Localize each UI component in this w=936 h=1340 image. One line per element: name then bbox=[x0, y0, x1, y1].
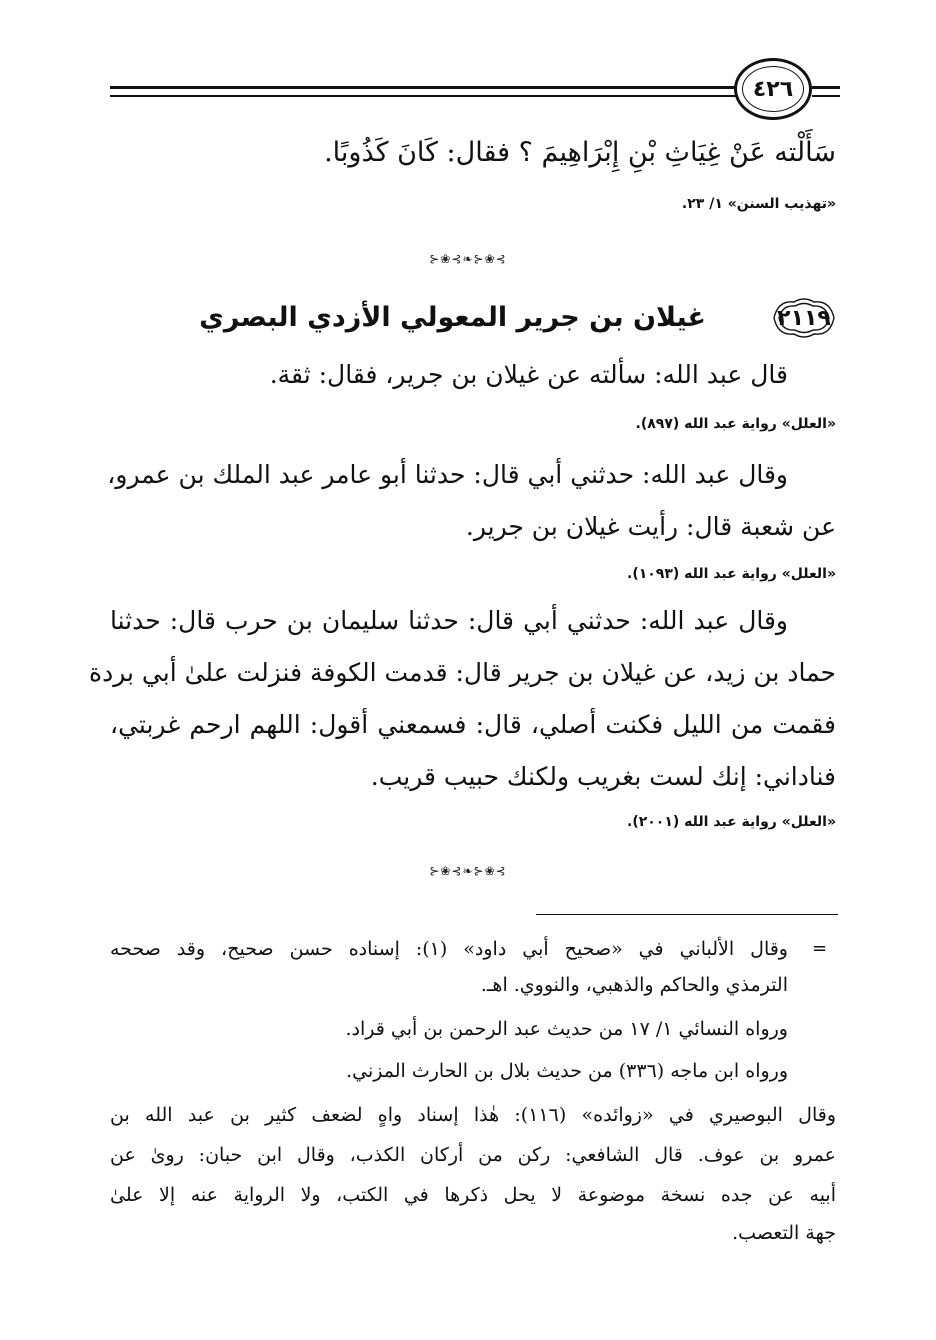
ornament-divider-2: ⊱❀⊰❧⊱❀⊰ bbox=[429, 864, 507, 878]
footnote-line-4: ورواه ابن ماجه (٣٣٦) من حديث بلال بن الحارث المزني. bbox=[346, 1060, 788, 1082]
entry-number: ٢١١٩ bbox=[777, 305, 831, 331]
header-rule-top bbox=[110, 86, 740, 89]
footnote-line-5: وقال البوصيري في «زوائده» (١١٦): هٰذا إسناد واهٍ لضعف كثير بن عبد الله بن bbox=[110, 1104, 837, 1126]
para2-line-1: وقال عبد الله: حدثني أبي قال: حدثنا أبو عامر عبد الملك بن عمرو، bbox=[107, 460, 788, 489]
header-rule-right-bottom bbox=[812, 95, 840, 97]
header-rule-bottom bbox=[110, 95, 740, 97]
para3-line-3: فقمت من الليل فكنت أصلي، قال: فسمعني أقول: اللهم ارحم غربتي، bbox=[110, 710, 836, 739]
para3-line-2: حماد بن زيد، عن غيلان بن جرير قال: قدمت الكوفة فنزلت علىٰ أبي بردة bbox=[88, 658, 836, 687]
intro-line: سَأَلْته عَنْ غِيَاثِ بْنِ إِبْرَاهِيمَ ؟ فقال: كَانَ كَذُوبًا. bbox=[324, 137, 836, 168]
footnote-rule bbox=[536, 914, 838, 915]
para3-line-1: وقال عبد الله: حدثني أبي قال: حدثنا سليمان بن حرب قال: حدثنا bbox=[110, 606, 788, 635]
header-rule-right-top bbox=[812, 86, 840, 89]
para3-line-4: فناداني: إنك لست بغريب ولكنك حبيب قريب. bbox=[370, 762, 836, 791]
para1-line: قال عبد الله: سألته عن غيلان بن جرير، فقال: ثقة. bbox=[269, 360, 788, 389]
intro-source: «تهذيب السنن» ١/ ٢٣. bbox=[681, 196, 836, 212]
footnote-line-6: عمرو بن عوف. قال الشافعي: ركن من أركان الكذب، وقال ابن حبان: روىٰ عن bbox=[110, 1144, 836, 1166]
entry-number-badge bbox=[768, 294, 840, 342]
entry-title: غيلان بن جرير المعولي الأزدي البصري bbox=[199, 302, 706, 333]
source-2: «العلل» رواية عبد الله (١٠٩٣). bbox=[627, 566, 836, 582]
source-3: «العلل» رواية عبد الله (٢٠٠١). bbox=[627, 814, 836, 830]
ornament-divider: ⊱❀⊰❧⊱❀⊰ bbox=[429, 252, 507, 266]
footnote-line-2: الترمذي والحاكم والذهبي، والنووي. اهـ. bbox=[480, 974, 788, 996]
para2-line-2: عن شعبة قال: رأيت غيلان بن جرير. bbox=[465, 512, 836, 541]
footnote-line-1: وقال الألباني في «صحيح أبي داود» (١): إسناده حسن صحيح، وقد صححه bbox=[110, 938, 788, 960]
footnote-continuation-mark: = bbox=[812, 938, 828, 959]
footnote-line-3: ورواه النسائي ١/ ١٧ من حديث عبد الرحمن بن أبي قراد. bbox=[345, 1018, 788, 1040]
source-1: «العلل» رواية عبد الله (٨٩٧). bbox=[635, 416, 836, 432]
footnote-line-8: جهة التعصب. bbox=[732, 1222, 836, 1244]
footnote-line-7: أبيه عن جده نسخة موضوعة لا يحل ذكرها في الكتب، ولا الرواية عنه إلا علىٰ bbox=[110, 1184, 836, 1206]
page-number: ٤٢٦ bbox=[734, 58, 812, 120]
